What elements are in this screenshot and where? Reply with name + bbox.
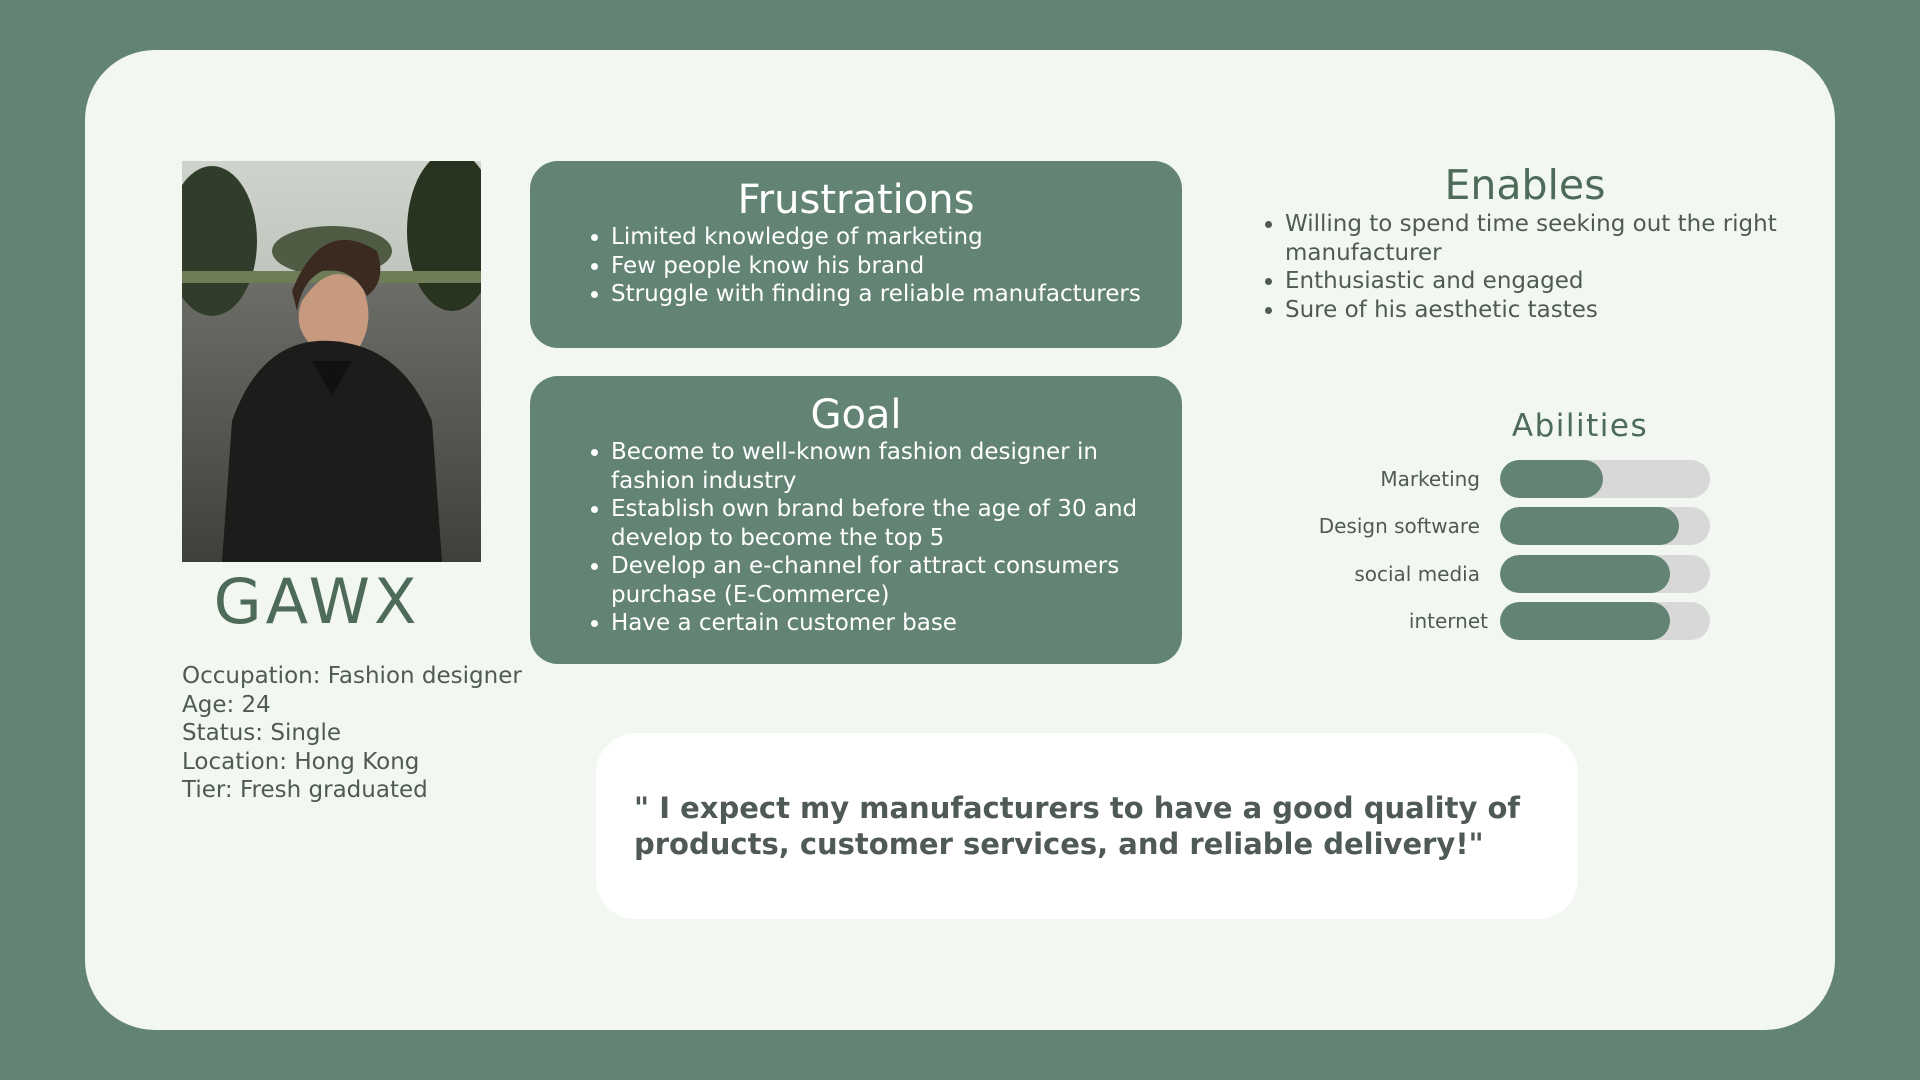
goal-item: • Become to well-known fashion designer in fashion industry <box>611 438 1164 495</box>
persona-info <box>182 662 522 805</box>
frustrations-panel <box>530 161 1182 348</box>
info-occupation: Occupation: Fashion designer <box>182 663 522 689</box>
abilities-title: Abilities <box>1511 408 1649 444</box>
persona-name: GAWX <box>213 565 421 638</box>
ability-row-design-software <box>1240 507 1710 545</box>
info-tier: Tier: Fresh graduated <box>182 777 428 803</box>
info-status: Status: Single <box>182 720 342 746</box>
frustrations-list <box>530 223 1182 309</box>
enables-section <box>1245 160 1805 324</box>
ability-bar-fill <box>1500 555 1670 593</box>
goal-list <box>530 438 1182 638</box>
goal-item: • Have a certain customer base <box>611 609 1164 638</box>
goal-panel <box>530 376 1182 664</box>
ability-label: social media <box>1354 562 1480 586</box>
ability-label: Design software <box>1318 514 1480 538</box>
enables-list <box>1245 210 1805 324</box>
frustration-item: • Struggle with finding a reliable manufacturers <box>611 280 1164 309</box>
persona-photo <box>182 161 481 562</box>
ability-row-internet <box>1240 602 1710 640</box>
quote-text: " I expect my manufacturers to have a good quality of products, customer services, and reliable delivery!" <box>634 791 1521 861</box>
info-age: Age: 24 <box>182 691 271 718</box>
frustration-item: • Few people know his brand <box>611 252 1164 281</box>
ability-bar-track <box>1500 460 1710 498</box>
ability-bar-track <box>1500 507 1710 545</box>
info-location: Location: Hong Kong <box>182 748 420 775</box>
enables-item: • Sure of his aesthetic tastes <box>1285 296 1805 325</box>
quote-box <box>596 733 1578 919</box>
goal-title: Goal <box>810 392 902 438</box>
ability-bar-track <box>1500 555 1710 593</box>
ability-bar-track <box>1500 602 1710 640</box>
ability-bar-fill <box>1500 507 1679 545</box>
goal-item: • Develop an e-channel for attract consumers purchase (E-Commerce) <box>611 552 1164 609</box>
goal-item: • Establish own brand before the age of 30 and develop to become the top 5 <box>611 495 1164 552</box>
ability-bar-fill <box>1500 602 1670 640</box>
ability-bar-fill <box>1500 460 1603 498</box>
enables-item: • Willing to spend time seeking out the right manufacturer <box>1285 210 1805 267</box>
enables-item: • Enthusiastic and engaged <box>1285 267 1805 296</box>
ability-label: internet <box>1408 609 1488 633</box>
frustrations-title: Frustrations <box>737 177 975 223</box>
enables-title: Enables <box>1444 161 1606 209</box>
ability-row-social-media <box>1240 555 1710 593</box>
ability-row-marketing <box>1240 460 1710 498</box>
ability-label: Marketing <box>1380 467 1480 491</box>
frustration-item: • Limited knowledge of marketing <box>611 223 1164 252</box>
